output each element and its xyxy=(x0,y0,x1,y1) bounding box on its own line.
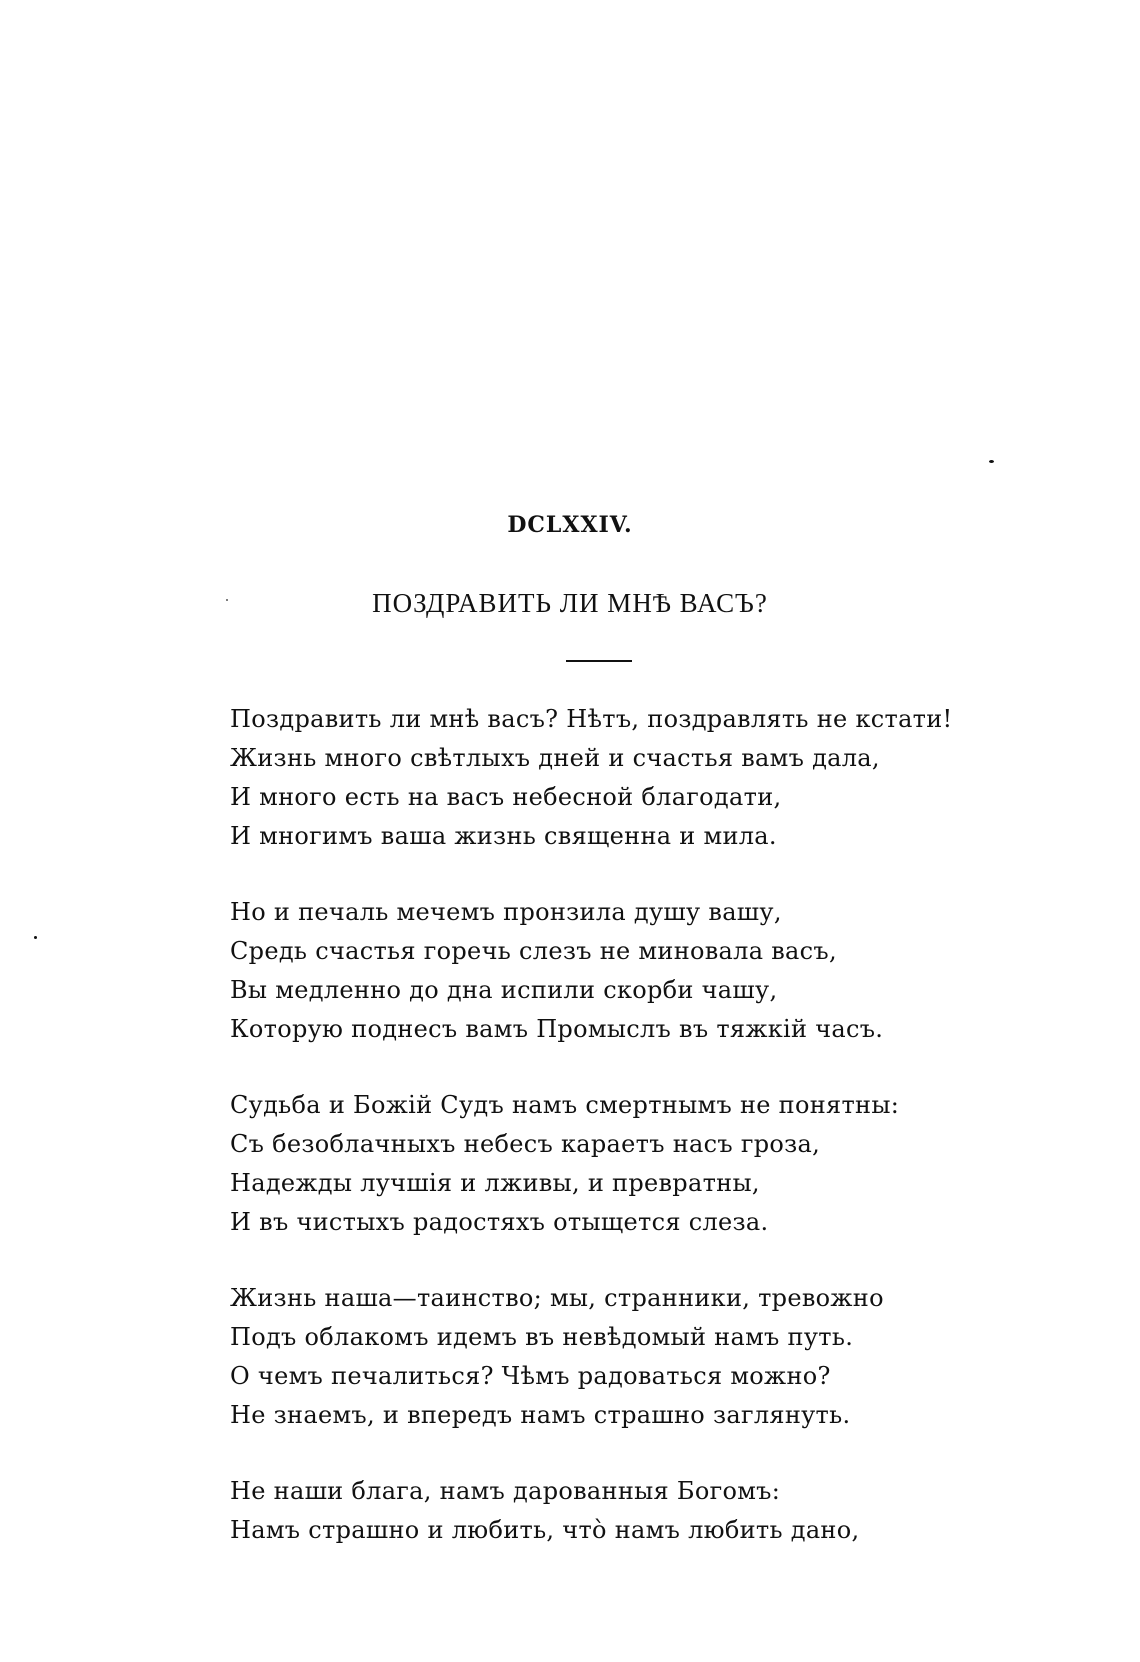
poem-line: Жизнь много свѣтлыхъ дней и счастья вамъ дала, xyxy=(230,744,880,772)
poem-line: Жизнь наша—таинство; мы, странники, тревожно xyxy=(230,1284,884,1312)
poem-title: ПОЗДРАВИТЬ ЛИ МНѢ ВАСЪ? xyxy=(372,588,768,618)
poem-line: И многимъ ваша жизнь священна и мила. xyxy=(230,822,777,850)
poem-number: DCLXXIV. xyxy=(507,512,633,538)
poem-line: Которую поднесъ вамъ Промыслъ въ тяжкій часъ. xyxy=(230,1015,884,1043)
stanza xyxy=(230,1472,1030,1550)
poem-line: И много есть на васъ небесной благодати, xyxy=(230,783,782,811)
stanza xyxy=(230,893,1030,1049)
poem-line: Не наши блага, намъ дарованныя Богомъ: xyxy=(230,1477,781,1505)
poem-line: Средь счастья горечь слезъ не миновала васъ, xyxy=(230,937,837,965)
poem-line: Съ безоблачныхъ небесъ караетъ насъ гроза, xyxy=(230,1130,821,1158)
stanza xyxy=(230,700,1030,856)
poem-line: Но и печаль мечемъ пронзила душу вашу, xyxy=(230,898,782,926)
ink-speck xyxy=(989,460,994,463)
poem-line: О чемъ печалиться? Чѣмъ радоваться можно? xyxy=(230,1362,831,1390)
poem-body xyxy=(230,700,1030,1587)
ink-speck xyxy=(34,936,37,939)
poem-line: Надежды лучшія и лживы, и превратны, xyxy=(230,1169,760,1197)
stanza xyxy=(230,1086,1030,1242)
poem-line: Подъ облакомъ идемъ въ невѣдомый намъ путь. xyxy=(230,1323,854,1351)
poem-line: Вы медленно до дна испили скорби чашу, xyxy=(230,976,778,1004)
poem-line: Поздравить ли мнѣ васъ? Нѣтъ, поздравлять не кстати! xyxy=(230,705,953,733)
poem-line: Намъ страшно и любить, что̀ намъ любить дано, xyxy=(230,1516,860,1544)
poem-line: Судьба и Божій Судъ намъ смертнымъ не понятны: xyxy=(230,1091,900,1119)
stanza xyxy=(230,1279,1030,1435)
title-divider xyxy=(566,660,632,662)
poem-line: И въ чистыхъ радостяхъ отыщется слеза. xyxy=(230,1208,769,1236)
poem-line: Не знаемъ, и впередъ намъ страшно заглянуть. xyxy=(230,1401,851,1429)
